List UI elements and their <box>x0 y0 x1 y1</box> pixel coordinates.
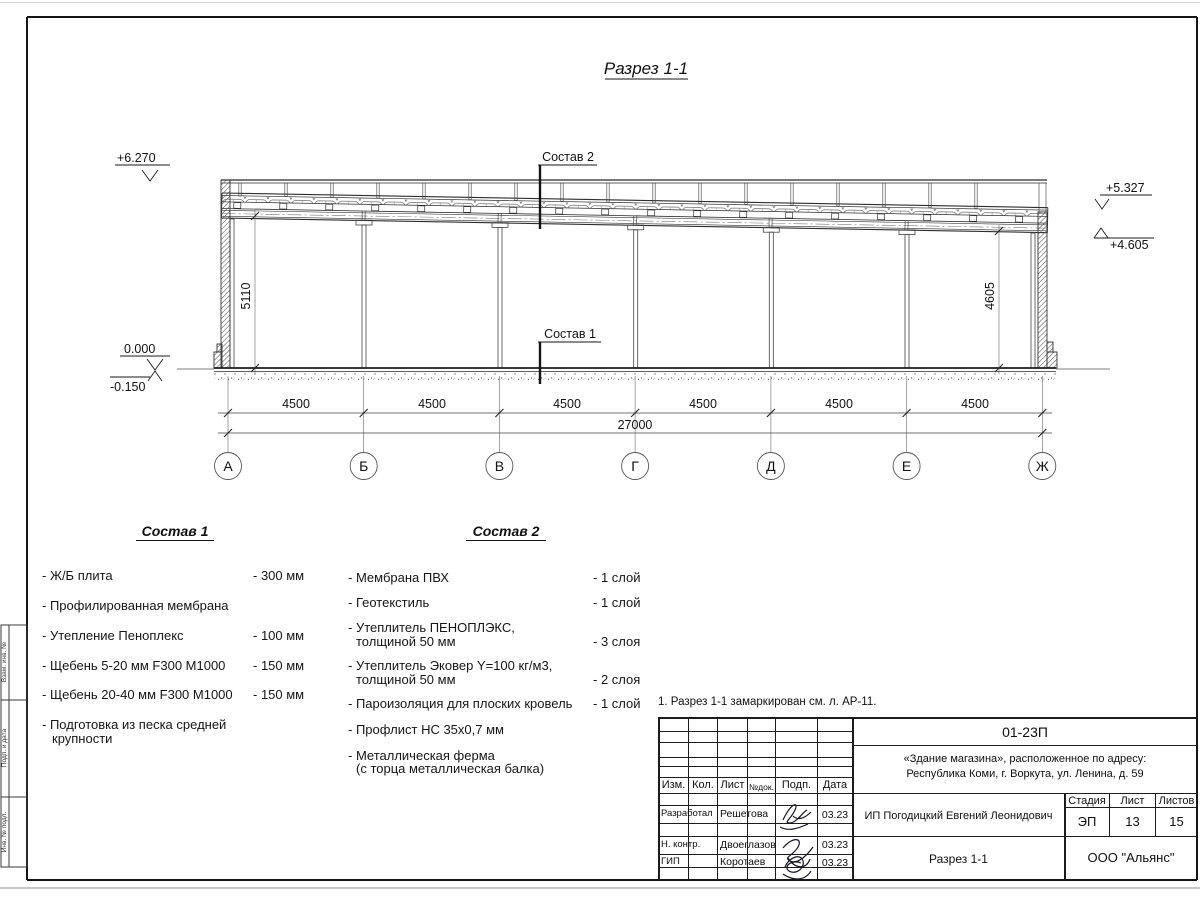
columns <box>230 219 1035 368</box>
floor-slab <box>177 368 1110 381</box>
list-item: - Подготовка из песка средней <box>42 717 227 732</box>
tb-header-kol: Кол. <box>692 779 714 791</box>
tb-stage-value: ЭП <box>1077 814 1097 829</box>
list-item: - Профилированная мембрана <box>42 598 229 613</box>
list-item-value: - 150 мм <box>253 687 305 702</box>
list-item-value: - 300 мм <box>253 568 305 583</box>
axis-label-zh: Ж <box>1035 458 1049 474</box>
axis-label-b: Б <box>359 458 369 474</box>
list-item-value: - 2 слоя <box>593 672 641 687</box>
tb-role-developer: Разработал <box>661 808 713 819</box>
tb-header-podp: Подп. <box>781 779 812 791</box>
list-item: - Профлист НС 35х0,7 мм <box>348 722 504 737</box>
tb-date-developer: 03.23 <box>821 809 849 821</box>
tb-sheet-value: 13 <box>1125 814 1140 829</box>
tb-name-gip: Коротаев <box>720 856 766 868</box>
tb-object-line1: «Здание магазина», расположенное по адресу: <box>903 753 1147 765</box>
list-item-value: - 150 мм <box>253 658 305 673</box>
list-item: - Утеплитель Эковер Y=100 кг/м3, <box>348 658 553 673</box>
bay-dim-2: 4500 <box>418 397 446 411</box>
elevation-below-zero: -0.150 <box>110 380 146 394</box>
list-item-value: - 1 слой <box>593 696 641 711</box>
tb-header-stage: Стадия <box>1068 795 1106 807</box>
bay-dim-1: 4500 <box>282 397 310 411</box>
tb-role-ncontrol: Н. контр. <box>661 839 701 850</box>
list-item: - Геотекстиль <box>348 595 430 610</box>
bay-dim-5: 4500 <box>825 397 853 411</box>
elevation-parapet: +6.270 <box>117 151 156 165</box>
dimension-chain <box>218 376 1052 453</box>
list-item: - Пароизоляция для плоских кровель <box>348 696 573 711</box>
axis-label-v: В <box>494 458 505 474</box>
tb-name-developer: Решетова <box>720 808 769 820</box>
list-item: - Металлическая ферма <box>348 748 495 763</box>
list-item: - Утепление Пеноплекс <box>42 628 184 643</box>
tb-date-ncontrol: 03.23 <box>821 839 849 851</box>
list-item: - Утеплитель ПЕНОПЛЭКС, <box>348 620 515 635</box>
tb-header-izm: Изм. <box>661 779 686 791</box>
parapet-rail <box>221 180 1047 183</box>
tb-header-sheet: Лист <box>1120 795 1145 807</box>
tb-company: ООО "Альянс" <box>1087 850 1175 865</box>
list-item: - Мембрана ПВХ <box>348 570 449 585</box>
roof-assembly <box>222 193 1048 233</box>
tb-object-line2: Республика Коми, г. Воркута, ул. Ленина, д. 59 <box>906 768 1144 780</box>
bay-dim-3: 4500 <box>553 397 581 411</box>
tb-sheets-value: 15 <box>1169 814 1184 829</box>
height-right-dim: 4605 <box>983 282 997 310</box>
signature-reshetova <box>780 805 811 830</box>
axis-label-d: Д <box>766 458 776 474</box>
list-item: толщиной 50 мм <box>356 634 456 649</box>
list-item: толщиной 50 мм <box>356 672 456 687</box>
height-dimensions <box>251 210 1003 374</box>
elevation-roof-right: +5.327 <box>1106 181 1145 195</box>
bay-dim-4: 4500 <box>689 397 717 411</box>
elevation-zero: 0.000 <box>124 342 156 356</box>
axis-label-g: Г <box>631 458 639 474</box>
elevation-beam-right: +4.605 <box>1110 238 1149 252</box>
list-item: - Щебень 5-20 мм F300 М1000 <box>42 658 226 673</box>
tb-header-sheets: Листов <box>1158 795 1195 807</box>
list-item: - Щебень 20-40 мм F300 М1000 <box>42 687 233 702</box>
list-item: - Ж/Б плита <box>42 568 113 583</box>
tb-doc-code: 01-23П <box>1002 724 1048 740</box>
sostav2-title: Состав 2 <box>466 523 546 541</box>
tb-role-gip: ГИП <box>661 856 680 867</box>
sostav1-title: Состав 1 <box>136 523 214 541</box>
total-dim: 27000 <box>617 418 653 432</box>
tb-header-list: Лист <box>720 779 745 791</box>
tb-header-data: Дата <box>822 779 848 791</box>
tb-name-ncontrol: Двоеглазов <box>720 839 776 851</box>
axis-label-a: А <box>223 458 233 474</box>
height-left-dim: 5110 <box>239 282 253 310</box>
list-item-value: - 3 слоя <box>593 634 641 649</box>
margin-label-vzam: Взам. инв. № <box>1 641 8 683</box>
axis-label-e: Е <box>901 458 912 474</box>
tb-section-name: Разрез 1-1 <box>929 852 988 866</box>
margin-label-inv: Инв. № подл. <box>1 811 8 853</box>
label-sostav1-marker: Состав 1 <box>544 327 596 341</box>
list-item-value: - 100 мм <box>253 628 305 643</box>
drawing-title: Разрез 1-1 <box>603 59 689 78</box>
label-sostav2-marker: Состав 2 <box>542 150 594 164</box>
list-item: (с торца металлическая балка) <box>356 761 545 776</box>
margin-label-podp: Подп. и дата <box>1 728 8 768</box>
bay-dim-6: 4500 <box>961 397 989 411</box>
list-item-value: - 1 слой <box>593 570 641 585</box>
list-item-value: - 1 слой <box>593 595 641 610</box>
tb-client: ИП Погодицкий Евгений Леонидович <box>864 810 1053 822</box>
tb-date-gip: 03.23 <box>821 857 849 869</box>
composition-leaders <box>538 165 601 384</box>
tb-header-ndok: №док. <box>749 782 774 792</box>
list-item: крупности <box>52 731 113 746</box>
sheet-note: 1. Разрез 1-1 замаркирован см. л. АР-11. <box>658 696 877 708</box>
